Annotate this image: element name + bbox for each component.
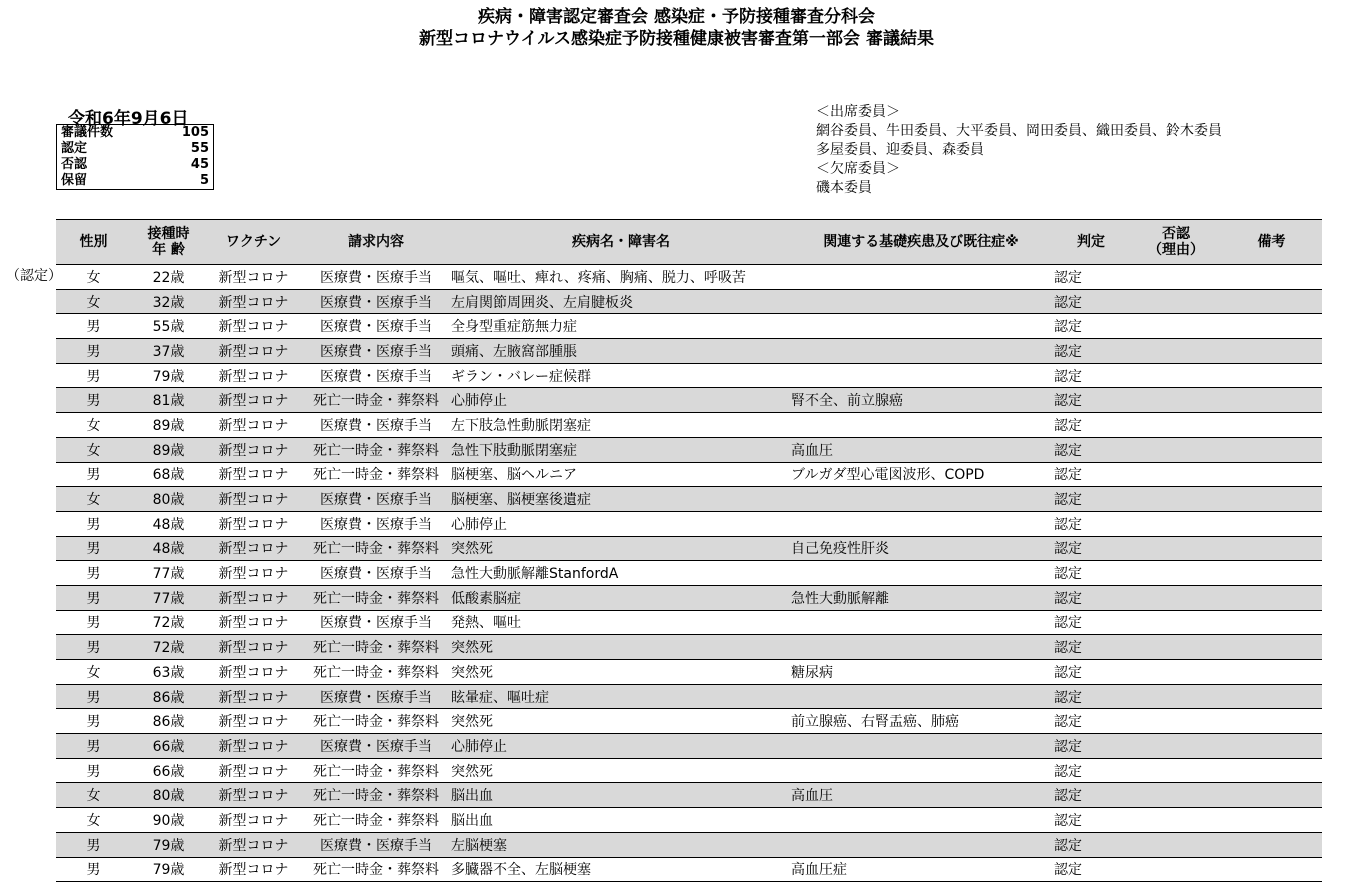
cell-vaccine: 新型コロナ <box>206 289 301 314</box>
cell-history <box>791 684 1051 709</box>
cell-judgment: 認定 <box>1051 413 1131 438</box>
cell-age: 86歳 <box>131 709 206 734</box>
cell-claim: 医療費・医療手当 <box>301 314 451 339</box>
cell-sex: 女 <box>56 783 131 808</box>
cell-sex: 男 <box>56 635 131 660</box>
cell-claim: 医療費・医療手当 <box>301 610 451 635</box>
cell-reason <box>1131 783 1221 808</box>
header-reason <box>1131 220 1221 265</box>
cell-sex: 女 <box>56 808 131 833</box>
cell-judgment: 認定 <box>1051 635 1131 660</box>
table-row <box>56 709 1322 734</box>
table-row <box>56 437 1322 462</box>
cell-history: 高血圧 <box>791 783 1051 808</box>
cell-judgment: 認定 <box>1051 511 1131 536</box>
cell-judgment: 認定 <box>1051 437 1131 462</box>
cell-notes <box>1221 487 1322 512</box>
cell-reason <box>1131 363 1221 388</box>
cell-sex: 女 <box>56 437 131 462</box>
cell-history: 自己免疫性肝炎 <box>791 536 1051 561</box>
cell-judgment: 認定 <box>1051 462 1131 487</box>
cell-notes <box>1221 709 1322 734</box>
cell-notes <box>1221 734 1322 759</box>
cell-disease: 左肩関節周囲炎、左肩腱板炎 <box>451 289 791 314</box>
header-vaccine: ワクチン <box>206 220 301 265</box>
cell-vaccine: 新型コロナ <box>206 635 301 660</box>
table-row <box>56 462 1322 487</box>
cell-age: 90歳 <box>131 808 206 833</box>
cell-judgment: 認定 <box>1051 709 1131 734</box>
cell-vaccine: 新型コロナ <box>206 734 301 759</box>
cell-vaccine: 新型コロナ <box>206 413 301 438</box>
summary-row <box>57 173 214 190</box>
table-row <box>56 610 1322 635</box>
summary-row <box>57 125 214 142</box>
cell-sex: 女 <box>56 289 131 314</box>
cell-sex: 男 <box>56 832 131 857</box>
cell-notes <box>1221 857 1322 882</box>
cell-notes <box>1221 536 1322 561</box>
cell-history <box>791 314 1051 339</box>
table-row <box>56 388 1322 413</box>
results-table <box>56 219 1322 882</box>
cell-vaccine: 新型コロナ <box>206 857 301 882</box>
cell-age: 48歳 <box>131 536 206 561</box>
cell-vaccine: 新型コロナ <box>206 388 301 413</box>
cell-claim: 死亡一時金・葬祭料 <box>301 462 451 487</box>
cell-vaccine: 新型コロナ <box>206 339 301 364</box>
cell-reason <box>1131 511 1221 536</box>
cell-disease: ギラン・バレー症候群 <box>451 363 791 388</box>
table-row <box>56 635 1322 660</box>
cell-disease: 急性大動脈解離StanfordA <box>451 561 791 586</box>
cell-notes <box>1221 339 1322 364</box>
cell-history: 高血圧症 <box>791 857 1051 882</box>
summary-row <box>57 157 214 173</box>
table-row <box>56 314 1322 339</box>
cell-vaccine: 新型コロナ <box>206 585 301 610</box>
cell-notes <box>1221 413 1322 438</box>
cell-history <box>791 413 1051 438</box>
cell-vaccine: 新型コロナ <box>206 660 301 685</box>
cell-vaccine: 新型コロナ <box>206 610 301 635</box>
cell-history <box>791 561 1051 586</box>
cell-notes <box>1221 783 1322 808</box>
cell-notes <box>1221 363 1322 388</box>
cell-sex: 男 <box>56 709 131 734</box>
cell-claim: 死亡一時金・葬祭料 <box>301 783 451 808</box>
header-notes: 備考 <box>1221 220 1322 265</box>
cell-vaccine: 新型コロナ <box>206 487 301 512</box>
cell-claim: 医療費・医療手当 <box>301 832 451 857</box>
cell-claim: 医療費・医療手当 <box>301 413 451 438</box>
cell-claim: 死亡一時金・葬祭料 <box>301 808 451 833</box>
table-row <box>56 536 1322 561</box>
cell-sex: 女 <box>56 265 131 290</box>
cell-disease: 全身型重症筋無力症 <box>451 314 791 339</box>
cell-reason <box>1131 709 1221 734</box>
cell-vaccine: 新型コロナ <box>206 709 301 734</box>
cell-reason <box>1131 585 1221 610</box>
cell-vaccine: 新型コロナ <box>206 437 301 462</box>
header-claim: 請求内容 <box>301 220 451 265</box>
cell-vaccine: 新型コロナ <box>206 832 301 857</box>
cell-vaccine: 新型コロナ <box>206 363 301 388</box>
cell-history: 高血圧 <box>791 437 1051 462</box>
page-title-line2: 新型コロナウイルス感染症予防接種健康被害審査第一部会 審議結果 <box>419 29 934 49</box>
attending-members-line1: 網谷委員、牛田委員、大平委員、岡田委員、織田委員、鈴木委員 <box>816 123 1222 139</box>
cell-notes <box>1221 585 1322 610</box>
cell-age: 79歳 <box>131 857 206 882</box>
cell-history <box>791 635 1051 660</box>
cell-claim: 死亡一時金・葬祭料 <box>301 388 451 413</box>
cell-age: 37歳 <box>131 339 206 364</box>
cell-reason <box>1131 857 1221 882</box>
cell-age: 66歳 <box>131 734 206 759</box>
header-judgment: 判定 <box>1051 220 1131 265</box>
cell-judgment: 認定 <box>1051 363 1131 388</box>
cell-judgment: 認定 <box>1051 265 1131 290</box>
cell-notes <box>1221 684 1322 709</box>
cell-judgment: 認定 <box>1051 783 1131 808</box>
attending-members-line2: 多屋委員、迎委員、森委員 <box>816 142 984 158</box>
cell-notes <box>1221 808 1322 833</box>
header-reason-line1: 否認 <box>1162 226 1190 242</box>
cell-sex: 男 <box>56 339 131 364</box>
cell-claim: 医療費・医療手当 <box>301 339 451 364</box>
cell-reason <box>1131 314 1221 339</box>
table-body <box>56 265 1322 882</box>
cell-notes <box>1221 437 1322 462</box>
cell-disease: 嘔気、嘔吐、痺れ、疼痛、胸痛、脱力、呼吸苦 <box>451 265 791 290</box>
cell-disease: 脳梗塞、脳梗塞後遺症 <box>451 487 791 512</box>
cell-disease: 眩暈症、嘔吐症 <box>451 684 791 709</box>
cell-age: 55歳 <box>131 314 206 339</box>
summary-value: 105 <box>181 125 209 140</box>
cell-history: 前立腺癌、右腎盂癌、肺癌 <box>791 709 1051 734</box>
table-row <box>56 684 1322 709</box>
cell-age: 89歳 <box>131 413 206 438</box>
cell-vaccine: 新型コロナ <box>206 536 301 561</box>
cell-claim: 医療費・医療手当 <box>301 487 451 512</box>
cell-history: 急性大動脈解離 <box>791 585 1051 610</box>
cell-reason <box>1131 808 1221 833</box>
cell-notes <box>1221 832 1322 857</box>
cell-judgment: 認定 <box>1051 610 1131 635</box>
cell-judgment: 認定 <box>1051 487 1131 512</box>
cell-history <box>791 339 1051 364</box>
cell-claim: 死亡一時金・葬祭料 <box>301 585 451 610</box>
cell-reason <box>1131 758 1221 783</box>
cell-history <box>791 610 1051 635</box>
header-reason-line2: （理由） <box>1148 242 1204 258</box>
cell-age: 77歳 <box>131 585 206 610</box>
cell-age: 66歳 <box>131 758 206 783</box>
cell-reason <box>1131 462 1221 487</box>
cell-claim: 医療費・医療手当 <box>301 511 451 536</box>
absent-members-line1: 磯本委員 <box>816 180 872 196</box>
cell-judgment: 認定 <box>1051 388 1131 413</box>
cell-claim: 死亡一時金・葬祭料 <box>301 536 451 561</box>
cell-vaccine: 新型コロナ <box>206 684 301 709</box>
cell-notes <box>1221 758 1322 783</box>
cell-disease: 突然死 <box>451 536 791 561</box>
cell-sex: 男 <box>56 734 131 759</box>
cell-disease: 心肺停止 <box>451 388 791 413</box>
cell-sex: 男 <box>56 684 131 709</box>
cell-reason <box>1131 561 1221 586</box>
cell-history: ブルガダ型心電図波形、COPD <box>791 462 1051 487</box>
summary-value: 55 <box>190 141 209 156</box>
cell-claim: 死亡一時金・葬祭料 <box>301 709 451 734</box>
cell-sex: 男 <box>56 388 131 413</box>
cell-judgment: 認定 <box>1051 585 1131 610</box>
cell-history <box>791 832 1051 857</box>
cell-judgment: 認定 <box>1051 660 1131 685</box>
summary-label: 認定 <box>61 141 88 156</box>
cell-sex: 女 <box>56 660 131 685</box>
cell-judgment: 認定 <box>1051 289 1131 314</box>
cell-notes <box>1221 289 1322 314</box>
table-row <box>56 660 1322 685</box>
cell-judgment: 認定 <box>1051 339 1131 364</box>
cell-age: 63歳 <box>131 660 206 685</box>
cell-disease: 心肺停止 <box>451 734 791 759</box>
cell-claim: 死亡一時金・葬祭料 <box>301 635 451 660</box>
cell-vaccine: 新型コロナ <box>206 783 301 808</box>
cell-notes <box>1221 635 1322 660</box>
table-row <box>56 413 1322 438</box>
header-age-line2: 年 齢 <box>152 242 185 258</box>
cell-age: 81歳 <box>131 388 206 413</box>
cell-reason <box>1131 265 1221 290</box>
cell-reason <box>1131 388 1221 413</box>
table-header-row <box>56 220 1322 265</box>
cell-vaccine: 新型コロナ <box>206 758 301 783</box>
summary-value: 45 <box>190 157 209 172</box>
table-row <box>56 339 1322 364</box>
cell-disease: 低酸素脳症 <box>451 585 791 610</box>
cell-notes <box>1221 388 1322 413</box>
cell-disease: 脳出血 <box>451 808 791 833</box>
cell-sex: 男 <box>56 536 131 561</box>
cell-notes <box>1221 265 1322 290</box>
cell-sex: 男 <box>56 314 131 339</box>
summary-label: 審議件数 <box>61 125 114 140</box>
cell-history <box>791 808 1051 833</box>
cell-reason <box>1131 660 1221 685</box>
table-row <box>56 783 1322 808</box>
summary-value: 5 <box>199 173 209 188</box>
cell-history <box>791 289 1051 314</box>
header-age <box>131 220 206 265</box>
cell-history <box>791 487 1051 512</box>
cell-age: 68歳 <box>131 462 206 487</box>
table-row <box>56 734 1322 759</box>
cell-claim: 医療費・医療手当 <box>301 289 451 314</box>
cell-disease: 左脳梗塞 <box>451 832 791 857</box>
cell-history <box>791 734 1051 759</box>
page-title-line1: 疾病・障害認定審査会 感染症・予防接種審査分科会 <box>478 7 875 27</box>
cell-judgment: 認定 <box>1051 314 1131 339</box>
cell-notes <box>1221 511 1322 536</box>
cell-reason <box>1131 536 1221 561</box>
cell-reason <box>1131 339 1221 364</box>
cell-reason <box>1131 610 1221 635</box>
cell-sex: 女 <box>56 487 131 512</box>
cell-disease: 左下肢急性動脈閉塞症 <box>451 413 791 438</box>
cell-claim: 医療費・医療手当 <box>301 561 451 586</box>
cell-judgment: 認定 <box>1051 832 1131 857</box>
cell-notes <box>1221 610 1322 635</box>
cell-judgment: 認定 <box>1051 808 1131 833</box>
cell-reason <box>1131 635 1221 660</box>
cell-sex: 男 <box>56 585 131 610</box>
cell-age: 80歳 <box>131 487 206 512</box>
cell-claim: 医療費・医療手当 <box>301 265 451 290</box>
cell-judgment: 認定 <box>1051 734 1131 759</box>
table-row <box>56 487 1322 512</box>
cell-claim: 死亡一時金・葬祭料 <box>301 758 451 783</box>
cell-sex: 男 <box>56 857 131 882</box>
cell-reason <box>1131 289 1221 314</box>
cell-age: 72歳 <box>131 635 206 660</box>
cell-disease: 突然死 <box>451 758 791 783</box>
table-row <box>56 265 1322 290</box>
cell-disease: 急性下肢動脈閉塞症 <box>451 437 791 462</box>
cell-disease: 脳梗塞、脳ヘルニア <box>451 462 791 487</box>
cell-vaccine: 新型コロナ <box>206 265 301 290</box>
cell-judgment: 認定 <box>1051 561 1131 586</box>
cell-reason <box>1131 437 1221 462</box>
cell-judgment: 認定 <box>1051 857 1131 882</box>
cell-judgment: 認定 <box>1051 536 1131 561</box>
cell-vaccine: 新型コロナ <box>206 511 301 536</box>
cell-disease: 突然死 <box>451 635 791 660</box>
cell-disease: 突然死 <box>451 709 791 734</box>
cell-judgment: 認定 <box>1051 758 1131 783</box>
table-row <box>56 832 1322 857</box>
table-row <box>56 289 1322 314</box>
summary-label: 保留 <box>61 173 88 188</box>
cell-sex: 男 <box>56 511 131 536</box>
cell-vaccine: 新型コロナ <box>206 561 301 586</box>
cell-reason <box>1131 684 1221 709</box>
section-label-approved: （認定） <box>6 268 62 284</box>
cell-vaccine: 新型コロナ <box>206 462 301 487</box>
cell-age: 48歳 <box>131 511 206 536</box>
table-row <box>56 758 1322 783</box>
table-row <box>56 363 1322 388</box>
cell-notes <box>1221 314 1322 339</box>
cell-disease: 心肺停止 <box>451 511 791 536</box>
cell-reason <box>1131 832 1221 857</box>
cell-claim: 医療費・医療手当 <box>301 684 451 709</box>
summary-table <box>56 124 214 190</box>
cell-history <box>791 363 1051 388</box>
cell-age: 72歳 <box>131 610 206 635</box>
cell-age: 89歳 <box>131 437 206 462</box>
cell-sex: 女 <box>56 413 131 438</box>
cell-vaccine: 新型コロナ <box>206 314 301 339</box>
header-age-line1: 接種時 <box>147 226 190 242</box>
cell-age: 77歳 <box>131 561 206 586</box>
cell-disease: 多臓器不全、左脳梗塞 <box>451 857 791 882</box>
cell-disease: 発熱、嘔吐 <box>451 610 791 635</box>
cell-reason <box>1131 413 1221 438</box>
summary-row <box>57 141 214 157</box>
cell-notes <box>1221 462 1322 487</box>
cell-age: 79歳 <box>131 832 206 857</box>
cell-history <box>791 265 1051 290</box>
committee-members <box>816 103 1222 198</box>
cell-sex: 男 <box>56 363 131 388</box>
table-row <box>56 585 1322 610</box>
summary-label: 否認 <box>61 157 88 172</box>
cell-history: 糖尿病 <box>791 660 1051 685</box>
cell-history <box>791 511 1051 536</box>
cell-claim: 医療費・医療手当 <box>301 734 451 759</box>
cell-vaccine: 新型コロナ <box>206 808 301 833</box>
table-row <box>56 511 1322 536</box>
cell-sex: 男 <box>56 758 131 783</box>
cell-age: 32歳 <box>131 289 206 314</box>
cell-judgment: 認定 <box>1051 684 1131 709</box>
header-sex: 性別 <box>56 220 131 265</box>
cell-history: 腎不全、前立腺癌 <box>791 388 1051 413</box>
cell-notes <box>1221 561 1322 586</box>
table-row <box>56 561 1322 586</box>
cell-age: 86歳 <box>131 684 206 709</box>
cell-reason <box>1131 487 1221 512</box>
table-row <box>56 808 1322 833</box>
table-row <box>56 857 1322 882</box>
cell-sex: 男 <box>56 561 131 586</box>
cell-age: 22歳 <box>131 265 206 290</box>
header-history: 関連する基礎疾患及び既往症※ <box>791 220 1051 265</box>
cell-claim: 医療費・医療手当 <box>301 363 451 388</box>
cell-disease: 突然死 <box>451 660 791 685</box>
absent-heading: ＜欠席委員＞ <box>816 161 900 177</box>
cell-history <box>791 758 1051 783</box>
cell-sex: 男 <box>56 462 131 487</box>
attending-heading: ＜出席委員＞ <box>816 104 900 120</box>
meeting-date: 令和6年9月6日 <box>68 109 189 129</box>
cell-notes <box>1221 660 1322 685</box>
cell-age: 79歳 <box>131 363 206 388</box>
cell-sex: 男 <box>56 610 131 635</box>
cell-disease: 頭痛、左腋窩部腫脹 <box>451 339 791 364</box>
cell-claim: 死亡一時金・葬祭料 <box>301 857 451 882</box>
cell-age: 80歳 <box>131 783 206 808</box>
header-disease: 疾病名・障害名 <box>451 220 791 265</box>
cell-claim: 死亡一時金・葬祭料 <box>301 437 451 462</box>
cell-claim: 死亡一時金・葬祭料 <box>301 660 451 685</box>
cell-reason <box>1131 734 1221 759</box>
cell-disease: 脳出血 <box>451 783 791 808</box>
